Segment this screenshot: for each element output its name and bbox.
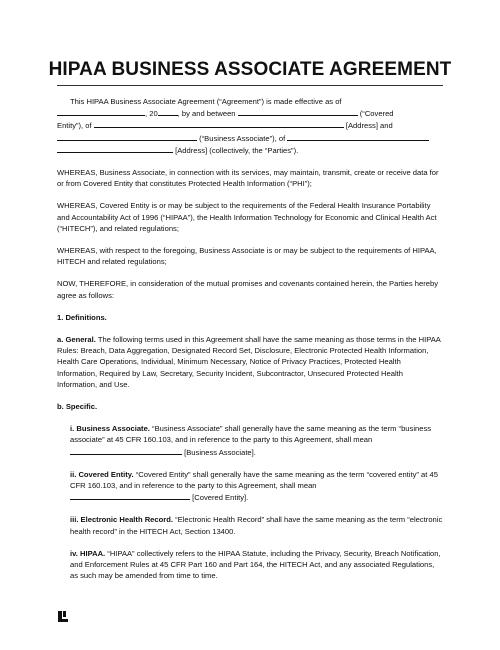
business-associate-blank[interactable] [70,446,182,455]
now-therefore: NOW, THEREFORE, in consideration of the mutual promises and covenants contained herein, the Parties hereby agree as follows: [57,279,439,300]
clause-ii-fill: [Covered Entity]. [70,491,443,503]
clause-b-heading: b. Specific. [57,402,98,412]
brand-logo-icon [57,610,69,623]
document-title: HIPAA BUSINESS ASSOCIATE AGREEMENT [48,59,452,80]
clause-i-fill: [Business Associate]. [70,446,443,458]
intro-line-5: [Address] (collectively, the “Parties”). [57,144,443,156]
whereas-3: WHEREAS, with respect to the foregoing, Business Associate is or may be subject to the requirements of HIPAA, HITECH and related regulations; [57,246,437,267]
year-blank[interactable] [158,107,178,116]
clause-ii-covered-entity: ii. Covered Entity. “Covered Entity” shall generally have the same meaning as the term “covered entity” at 45 CFR 160.103, and in reference to the party to this Agreement, shall mean [70,469,438,491]
clause-iii-ehr: iii. Electronic Health Record. “Electronic Health Record” shall have the same meaning as the term “electronic health record” in the HITECH Act, Section 13400. [70,515,443,536]
business-associate-name-blank[interactable] [57,132,197,141]
clause-i-business-associate: i. Business Associate. “Business Associate” shall generally have the same meaning as the term “business associate” at 45 CFR 160.103, and in reference to the party to this Agreement, shall mean [70,424,432,445]
whereas-1: WHEREAS, Business Associate, in connection with its services, may maintain, transmit, create or receive data for or from Covered Entity that constitutes Protected Health Information (“PHI”); [57,168,439,189]
intro-line-1: This HIPAA Business Associate Agreement (“Agreement”) is made effective as of [70,97,342,106]
covered-entity-name-blank[interactable] [238,107,358,116]
date-blank[interactable] [57,107,145,116]
intro-line-2: , 20 , by and between (“Covered [57,107,443,119]
covered-entity-blank[interactable] [70,491,190,500]
clause-iv-hipaa: iv. HIPAA. “HIPAA” collectively refers to the HIPAA Statute, including the Privacy, Security, Breach Notification, and Enforcement Rules at 45 CFR Part 160 and Part 164, the HITECH Act, and any associated Regulations, as such may be amended from time to time. [70,548,441,581]
intro-line-3: Entity”), of [Address] and [57,121,393,131]
section-1-heading: 1. Definitions. [57,312,107,322]
clause-a-general: a. General. The following terms used in this Agreement shall have the same meaning as those terms in the HIPAA Rules: Breach, Data Aggregation, Designated Record Set, Disclosure, Electronic Protected Health Information, Health Care Operations, Individual, Minimum Necessary, Notice of Privacy Practices, Protected Health Information, Required by Law, Secretary, Security Incident, Subcontractor, Unsecured Protected Health Information, and Use. [57,335,441,389]
address-continuation-blank[interactable] [57,144,173,153]
title-underline [57,85,443,86]
document-body [57,96,443,582]
intro-line-4: (“Business Associate”), of [57,132,443,144]
covered-entity-address-blank[interactable] [94,119,344,128]
whereas-2: WHEREAS, Covered Entity is or may be subject to the requirements of the Federal Health Insurance Portability and Accountability Act of 1996 (“HIPAA”), the Health Information Technology for Economic and Clinical Health Act (“HITECH”), and related regulations; [57,201,437,233]
business-associate-address-blank[interactable] [287,132,429,141]
